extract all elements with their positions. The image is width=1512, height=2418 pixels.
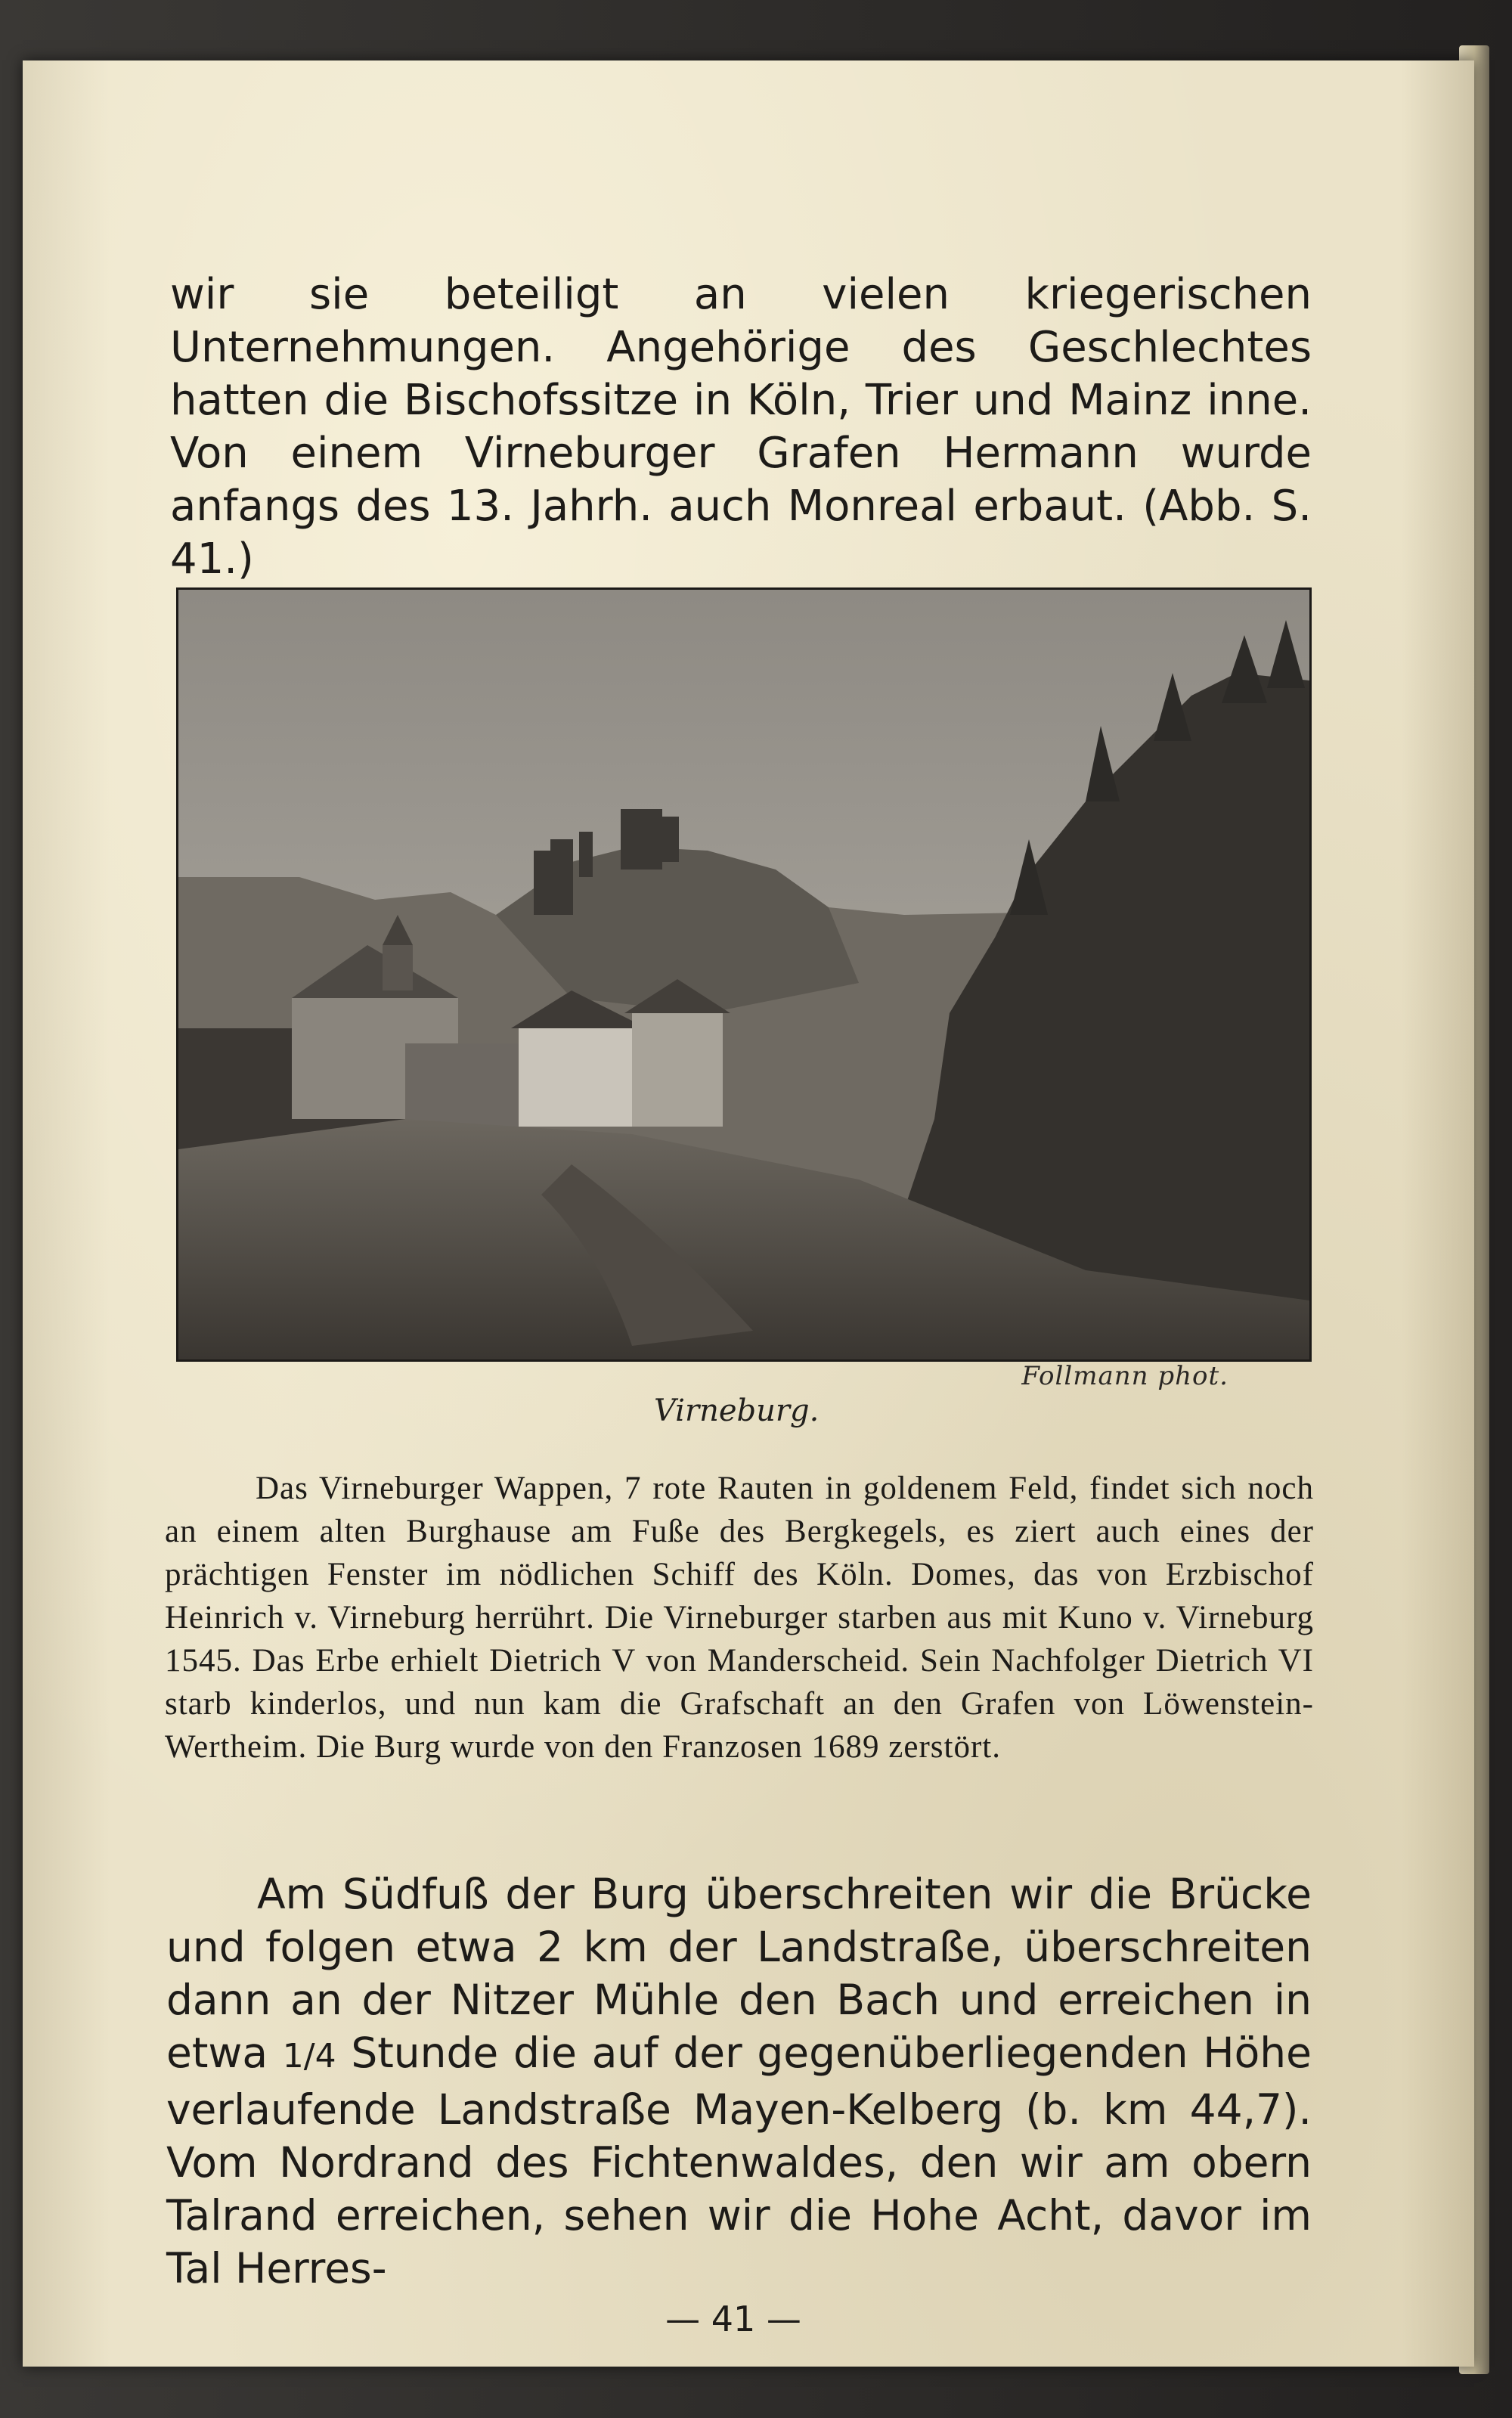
intro-paragraph: wir sie beteiligt an vielen kriegerischen Unternehmungen. Angehörige des Geschlechtes hatten die Bischofssitze in Köln, Trier und Mainz inne. Von einem Virneburger Grafen Hermann wurde anfangs des 13. Jahrh. auch Monreal erbaut. (Abb. S. 41.) xyxy=(170,270,1312,584)
small-paragraph-text: Das Virneburger Wappen, 7 rote Rauten in goldenem Feld, findet sich noch an einem alten Burghause am Fuße des Bergkegels, es ziert auch eines der prächtigen Fenster im nödlichen Schiff des Köln. Domes, das von Erzbischof Heinrich v. Virneburg herrührt. Die Virneburger starben aus mit Kuno v. Virneburg 1545. Das Erbe erhielt Dietrich V von Manderscheid. Sein Nachfolger Dietrich VI starb kinderlos, und nun kam die Grafschaft an den Grafen von Löwenstein-Wertheim. Die Burg wurde von den Franzosen 1689 zerstört. xyxy=(165,1471,1314,1765)
main-paragraph-part2: Stunde die auf der gegenüberliegenden Höhe verlaufende Landstraße Mayen-Kelberg (b. km 44,7). Vom Nordrand des Fichtenwaldes, den wir am obern Talrand erreichen, sehen wir die Hohe Acht, davor im Tal Herres- xyxy=(166,2029,1312,2292)
small-print-paragraph xyxy=(165,1467,1314,1769)
book-page xyxy=(23,60,1474,2367)
virneburg-photograph xyxy=(176,587,1312,1362)
fraction-quarter: 1/4 xyxy=(282,2037,336,2075)
main-paragraph xyxy=(166,1868,1312,2295)
photo-credit: Follmann phot. xyxy=(1021,1361,1228,1391)
page-number: — 41 — xyxy=(665,2299,801,2339)
figure-caption: Virneburg. xyxy=(654,1393,820,1428)
main-paragraph-text xyxy=(166,1868,1312,2295)
main-paragraph-part1: Am Südfuß der Burg überschreiten wir die Brücke und folgen etwa 2 km der Landstraße, überschreiten dann an der Nitzer Mühle den Bach und erreichen in etwa xyxy=(166,1870,1312,2077)
